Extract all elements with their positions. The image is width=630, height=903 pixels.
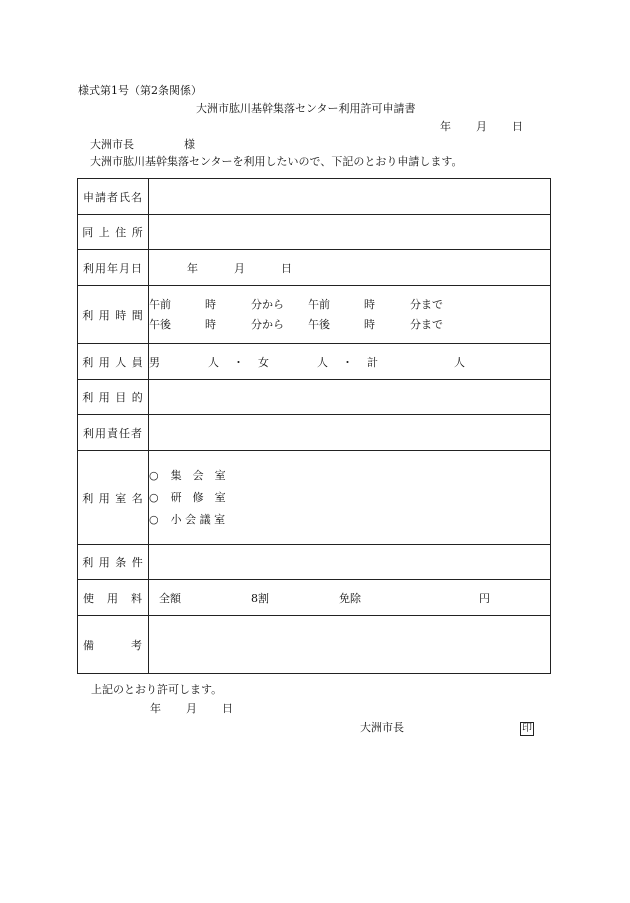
am-start-min: 分から xyxy=(251,297,284,311)
table-row xyxy=(78,179,551,215)
use-date-field[interactable] xyxy=(149,250,551,286)
signatory: 大洲市長 xyxy=(360,721,404,734)
header-date-month: 月 xyxy=(476,120,487,133)
use-date-day: 日 xyxy=(281,261,292,275)
users-label: 利 用 人 員 xyxy=(78,344,149,380)
room-option-name: 集 会 室 xyxy=(170,468,226,482)
form-number: 様式第1号（第2条関係） xyxy=(78,84,202,97)
fee-field[interactable] xyxy=(149,580,551,616)
seal-mark: 印 xyxy=(522,723,532,734)
pm-start-hour: 時 xyxy=(205,317,216,331)
footer-date-year: 年 xyxy=(150,702,161,715)
table-row xyxy=(78,545,551,580)
purpose-label: 利 用 目 的 xyxy=(78,380,149,415)
use-date-year: 年 xyxy=(187,261,198,275)
users-person-1: 人 xyxy=(208,355,219,369)
responsible-field[interactable] xyxy=(149,415,551,451)
use-date-label: 利用年月日 xyxy=(78,250,149,286)
users-female: 女 xyxy=(258,355,269,369)
use-time-row-pm xyxy=(149,315,550,335)
addressee: 大洲市長 xyxy=(90,138,134,151)
honorific: 様 xyxy=(184,138,195,151)
use-time-row-am xyxy=(149,295,550,315)
use-time-field[interactable] xyxy=(149,286,551,344)
header-date-day: 日 xyxy=(512,120,523,133)
table-row xyxy=(78,215,551,250)
intro-text: 大洲市肱川基幹集落センターを利用したいので、下記のとおり申請します。 xyxy=(90,155,463,168)
responsible-label: 利用責任者 xyxy=(78,415,149,451)
address-label: 同 上 住 所 xyxy=(78,215,149,250)
pm-start-min: 分から xyxy=(251,317,284,331)
remarks-label: 備 考 xyxy=(78,616,149,674)
room-option-name: 小 会 議 室 xyxy=(170,512,226,526)
fee-label: 使 用 料 xyxy=(78,580,149,616)
header-date-year: 年 xyxy=(440,120,451,133)
am-end-min: 分まで xyxy=(410,297,443,311)
room-option-assembly[interactable] xyxy=(149,465,550,487)
table-row xyxy=(78,580,551,616)
document-title: 大洲市肱川基幹集落センター利用許可申請書 xyxy=(196,102,416,115)
application-form-table xyxy=(77,178,551,674)
table-row xyxy=(78,415,551,451)
users-person-2: 人 xyxy=(317,355,328,369)
purpose-field[interactable] xyxy=(149,380,551,415)
footer-date-month: 月 xyxy=(186,702,197,715)
fee-eighty-percent: 8割 xyxy=(251,591,269,605)
am-start-hour: 時 xyxy=(205,297,216,311)
conditions-field[interactable] xyxy=(149,545,551,580)
table-row xyxy=(78,250,551,286)
users-person-3: 人 xyxy=(454,355,465,369)
pm-end-min: 分まで xyxy=(410,317,443,331)
users-field[interactable] xyxy=(149,344,551,380)
table-row xyxy=(78,380,551,415)
applicant-name-label: 申請者氏名 xyxy=(78,179,149,215)
fee-full: 全額 xyxy=(159,591,181,605)
use-time-label: 利 用 時 間 xyxy=(78,286,149,344)
fee-yen: 円 xyxy=(479,591,490,605)
fee-exempt: 免除 xyxy=(339,591,361,605)
applicant-name-field[interactable] xyxy=(149,179,551,215)
table-row xyxy=(78,616,551,674)
approval-text: 上記のとおり許可します。 xyxy=(91,683,223,696)
table-row xyxy=(78,286,551,344)
room-field xyxy=(149,451,551,545)
am-start-period: 午前 xyxy=(149,297,171,311)
am-end-hour: 時 xyxy=(364,297,375,311)
table-row xyxy=(78,344,551,380)
room-label: 利 用 室 名 xyxy=(78,451,149,545)
pm-end-hour: 時 xyxy=(364,317,375,331)
users-total: 計 xyxy=(367,355,378,369)
users-dot-2: ・ xyxy=(342,355,353,369)
radio-circle-icon[interactable]: ○ xyxy=(149,512,159,526)
room-option-small-meeting[interactable] xyxy=(149,509,550,531)
conditions-label: 利 用 条 件 xyxy=(78,545,149,580)
room-option-training[interactable] xyxy=(149,487,550,509)
table-row xyxy=(78,451,551,545)
footer-date-day: 日 xyxy=(222,702,233,715)
address-field[interactable] xyxy=(149,215,551,250)
pm-start-period: 午後 xyxy=(149,317,171,331)
pm-end-period: 午後 xyxy=(308,317,330,331)
use-date-month: 月 xyxy=(234,261,245,275)
users-dot-1: ・ xyxy=(233,355,244,369)
users-male: 男 xyxy=(149,355,160,369)
remarks-field[interactable] xyxy=(149,616,551,674)
room-option-name: 研 修 室 xyxy=(170,490,226,504)
am-end-period: 午前 xyxy=(308,297,330,311)
radio-circle-icon[interactable]: ○ xyxy=(149,490,159,504)
radio-circle-icon[interactable]: ○ xyxy=(149,468,159,482)
